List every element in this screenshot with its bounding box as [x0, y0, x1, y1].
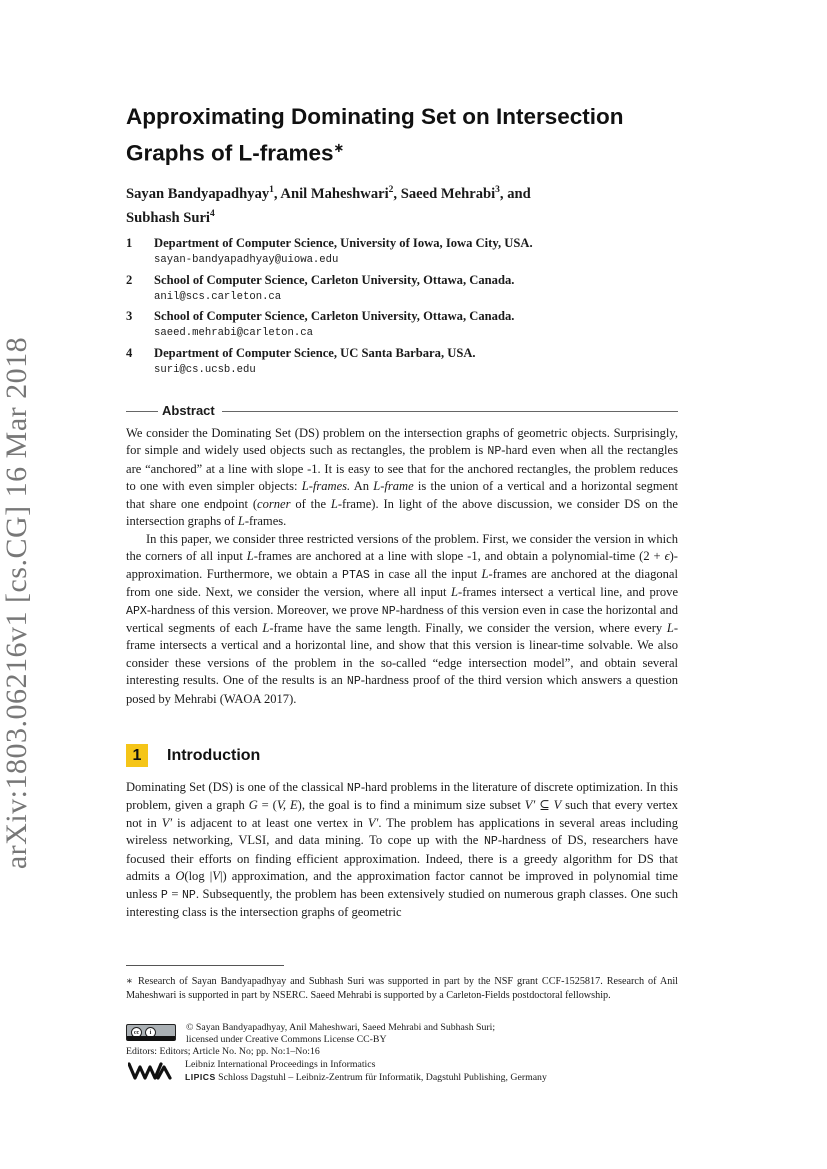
- footnote-rule: [126, 965, 284, 966]
- complexity-class-text: NP: [346, 675, 361, 689]
- math-italic-text: O: [175, 869, 185, 884]
- affiliation-number: 3: [126, 309, 133, 323]
- text-run: -frames are anchored at a line with slope -1, and obtain a polynomial-time (2 +: [253, 549, 665, 564]
- text-run: ), the goal is to find a minimum size subset: [297, 798, 525, 813]
- footnote: [126, 975, 678, 1004]
- lipics-publisher-line: [185, 1071, 655, 1084]
- math-italic-text: L: [330, 496, 338, 511]
- affiliation-item: [126, 345, 696, 378]
- license-line: licensed under Creative Commons License CC-BY: [186, 1033, 387, 1045]
- complexity-class-text: NP: [346, 782, 361, 795]
- text-run: Dominating Set (DS) is one of the classical: [126, 780, 347, 794]
- affiliation-email[interactable]: sayan-bandyapadhyay@uiowa.edu: [154, 254, 339, 266]
- arxiv-identifier-stamp: arXiv:1803.06216v1 [cs.CG] 16 Mar 2018: [0, 336, 33, 870]
- text-run: -frame intersects a vertical and a horizontal line, and show that this version is linear-time solvable. We also consider these versions of the problem in the so-called “edge intersection model”, and obtain several interesting results. One of the results is an: [126, 620, 678, 688]
- affiliation-email[interactable]: saeed.mehrabi@carleton.ca: [154, 327, 313, 339]
- math-italic-text: G: [248, 798, 258, 813]
- affiliation-email[interactable]: suri@cs.ucsb.edu: [154, 363, 256, 376]
- text-run: )-approximation. Furthermore, we obtain a: [126, 549, 678, 581]
- text-run: -frame have the same length. Finally, we consider the version, where every: [269, 620, 667, 635]
- author-affiliation-mark: 2: [388, 185, 394, 195]
- affiliation-item: [126, 272, 696, 305]
- abstract-label: Abstract: [162, 403, 215, 418]
- affiliation-number: 4: [126, 345, 133, 360]
- affiliation-number: 2: [126, 272, 133, 287]
- text-run: -frames intersect a vertical line, and prove: [458, 585, 679, 600]
- text-run: -frames are anchored at the diagonal from one side. Next, we consider the version, where all input: [126, 566, 678, 600]
- introduction-paragraph: [126, 779, 678, 922]
- author-name: Anil Maheshwari: [280, 185, 389, 202]
- footnote-mark: ∗: [126, 976, 133, 987]
- author-name: Sayan Bandyapadhyay: [126, 185, 270, 202]
- math-italic-text: L: [666, 620, 674, 635]
- author-separator: ,: [273, 185, 281, 202]
- text-run: (log |: [184, 869, 213, 884]
- lipics-publisher-block: [185, 1059, 655, 1084]
- complexity-class-text: NP: [381, 604, 396, 618]
- text-run: -hardness proof of the third version which answers a question posed by Mehrabi (WAOA 2017).: [126, 673, 678, 706]
- section-title: Introduction: [167, 747, 261, 764]
- author-name: Subhash Suri: [126, 210, 210, 227]
- text-run: in case all the input: [369, 566, 482, 581]
- cc-band: [127, 1036, 175, 1041]
- license-notice: [186, 1022, 586, 1045]
- text-run: = (: [257, 798, 277, 813]
- math-italic-text: L-frames.: [301, 479, 351, 494]
- title-line-2: Graphs of L-frames: [126, 140, 334, 166]
- abstract-paragraph-1: [126, 425, 678, 531]
- math-italic-text: V, E: [276, 798, 298, 813]
- math-italic-text: V′: [524, 798, 536, 813]
- text-run: |) approximation, and the approximation factor cannot be improved in polynomial time unless: [126, 869, 678, 901]
- affiliation-name: School of Computer Science, Carleton University, Ottawa, Canada.: [154, 272, 515, 287]
- abstract-paragraph-2: [126, 531, 678, 709]
- math-italic-text: L: [237, 514, 245, 529]
- text-run: is the union of a vertical and a horizontal segment that share one endpoint (: [126, 479, 678, 511]
- text-run: -hard even when all the rectangles are “anchored” at a line with slope -1. It is easy to see that for the anchored rectangles, the problem reduces to one with even simpler objects:: [126, 443, 678, 494]
- text-run: -frame). In light of the above discussion, we consider DS on the intersection graphs of: [126, 496, 678, 529]
- author-separator: , and: [499, 185, 531, 202]
- complexity-class-text: NP: [487, 445, 502, 459]
- math-italic-text: L-frame: [373, 479, 414, 494]
- lipics-brand: LIPICS: [185, 1072, 216, 1082]
- abstract-rule-right: [222, 411, 678, 412]
- math-italic-text: V: [212, 869, 220, 884]
- affiliation-item: [126, 308, 696, 341]
- text-run: -frames.: [244, 514, 287, 529]
- author-separator: ,: [393, 185, 401, 202]
- abstract-rule-left: [126, 411, 158, 412]
- editors-line: Editors: Editors; Article No. No; pp. No:1–No:16: [126, 1046, 320, 1057]
- introduction-body: [126, 779, 678, 922]
- math-italic-text: V′: [367, 815, 379, 830]
- text-run: of the: [290, 496, 331, 511]
- affiliation-item: [126, 235, 696, 268]
- text-run: such that every vertex not in: [126, 798, 678, 830]
- creative-commons-logo: [126, 1024, 176, 1041]
- lipics-publisher: Schloss Dagstuhl – Leibniz-Zentrum für Informatik, Dagstuhl Publishing, Germany: [218, 1072, 547, 1083]
- affiliation-name: School of Computer Science, Carleton University, Ottawa, Canada.: [154, 309, 515, 323]
- title-line-1: Approximating Dominating Set on Intersection: [126, 104, 624, 129]
- text-run: An: [350, 479, 374, 494]
- complexity-class-text: NP: [483, 835, 498, 849]
- affiliation-list: [126, 235, 696, 381]
- text-run: ⊆: [535, 798, 554, 813]
- author-list: [126, 180, 686, 229]
- affiliation-name: Department of Computer Science, UC Santa Barbara, USA.: [154, 345, 476, 360]
- complexity-class-text: PTAS: [341, 568, 370, 582]
- math-italic-text: V: [553, 798, 562, 813]
- abstract-body: [126, 425, 678, 708]
- text-run: is adjacent to at least one vertex in: [172, 815, 368, 830]
- paper-title: [126, 101, 686, 169]
- text-run: -hardness of this version. Moreover, we prove: [146, 602, 382, 617]
- affiliation-number: 1: [126, 236, 133, 250]
- math-italic-text: L: [262, 620, 270, 635]
- math-italic-text: V′: [161, 815, 173, 830]
- complexity-class-text: APX: [126, 604, 147, 618]
- lipics-series: Leibniz International Proceedings in Informatics: [185, 1059, 376, 1070]
- author-name: Saeed Mehrabi: [400, 185, 496, 202]
- author-affiliation-mark: 4: [209, 209, 215, 220]
- math-italic-text: corner: [257, 496, 291, 511]
- title-footnote-mark: ∗: [333, 140, 345, 155]
- author-affiliation-mark: 3: [495, 185, 500, 195]
- section-number-badge: 1: [126, 744, 148, 767]
- text-run: We consider the Dominating Set (DS) problem on the intersection graphs of geometric objects. Surprisingly, for simple and widely used objects such as rectangles, the problem is: [126, 426, 678, 458]
- cc-icon: cc: [131, 1027, 142, 1038]
- author-affiliation-mark: 1: [269, 185, 274, 195]
- cc-by-icon: i: [145, 1027, 156, 1038]
- affiliation-name: Department of Computer Science, University of Iowa, Iowa City, USA.: [154, 236, 533, 250]
- math-italic-text: L: [451, 585, 459, 600]
- text-run: . The problem has applications in several areas including wireless networking, VLSI, and data mining. To cope up with the: [126, 815, 678, 848]
- text-run: -hardness of DS, researchers have focused their efforts on finding efficient approximation. Indeed, there is a greedy algorithm for DS that admits a: [126, 833, 678, 884]
- footnote-text: Research of Sayan Bandyapadhyay and Subhash Suri was supported in part by the NSF grant CCF-1525817. Research of Anil Maheshwari is supported in part by NSERC. Saeed Mehrabi is supported by a Carleton-Fields postdoctoral fellowship.: [126, 976, 678, 1002]
- lipics-logo-icon: [128, 1061, 172, 1081]
- text-run: . Subsequently, the problem has been extensively studied on numerous graph classes. One such interesting class is the intersection graphs of geometric: [126, 886, 678, 920]
- text-run: -hardness of this version even in case the horizontal and vertical segments of each: [126, 602, 679, 635]
- affiliation-email[interactable]: anil@scs.carleton.ca: [154, 290, 282, 303]
- complexity-class-text: NP: [181, 888, 196, 902]
- math-italic-text: L: [481, 566, 489, 581]
- math-italic-text: ϵ: [664, 549, 670, 564]
- math-italic-text: L: [246, 549, 254, 564]
- abstract-heading: [126, 402, 678, 420]
- text-run: In this paper, we consider three restricted versions of the problem. First, we consider the version in which the corners of all input: [126, 531, 678, 564]
- text-run: =: [167, 886, 182, 901]
- complexity-class-text: P: [160, 888, 168, 902]
- text-run: -hard problems in the literature of discrete optimization. In this problem, given a graph: [126, 780, 678, 813]
- copyright-line: © Sayan Bandyapadhyay, Anil Maheshwari, Saeed Mehrabi and Subhash Suri;: [186, 1022, 496, 1033]
